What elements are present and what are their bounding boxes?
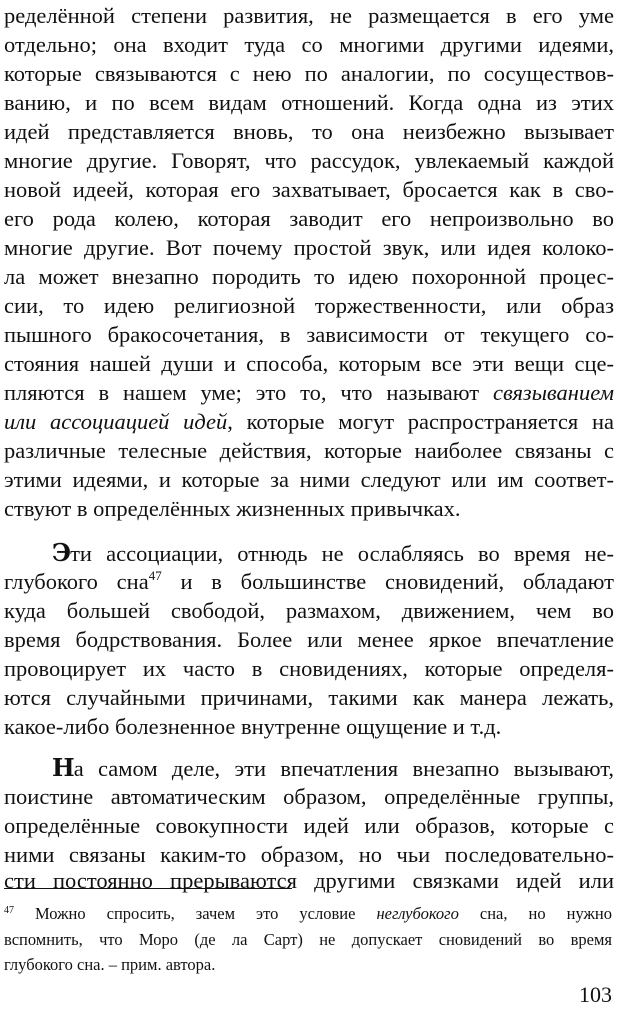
drop-initial: Э [52,538,71,567]
text-segment: Можно спросить, зачем это условие [14,904,377,923]
text-segment: глубокого сна [4,569,149,594]
text-segment: и в большинстве сновидений, обладают [161,569,614,594]
text-line: ределённой степени развития, не размещается в его уме [4,3,614,28]
text-line [4,567,614,596]
text-line: сии, то идею религиозной торжественности, или образ [4,293,614,318]
text-line: его рода колею, которая заводит его непроизвольно во [4,206,614,231]
text-line [4,407,614,436]
text-line: определённые совокупности идей или образов, которые с [4,813,614,838]
text-line: различные телесные действия, которые наиболее связаны с [4,438,614,463]
text-line: пышного бракосочетания, в зависимости от текущего со- [4,322,614,347]
text-line: многие другие. Вот почему простой звук, или идея колоко- [4,235,614,260]
text-line: время бодрствования. Более или менее яркое впечатление [4,627,614,652]
text-line: ла может внезапно породить то идею похоронной процес- [4,264,614,289]
page-number: 103 [579,982,612,1007]
italic-term: связыванием [493,380,614,405]
text-line: многие другие. Говорят, что рассудок, увлекаемый каждой [4,148,614,173]
text-line: ствуют в определённых жизненных привычках. [4,496,461,521]
text-line: отдельно; она входит туда со многими другими идеями, [4,32,614,57]
italic-term: неглубокого [376,904,459,923]
text-line: новой идеей, которая его захватывает, бросается как в сво- [4,177,614,202]
drop-initial: Н [52,753,74,782]
text-line [4,378,614,407]
text-line: сти постоянно прерываются другими связками идей или [4,868,614,893]
text-line: ванию, и по всем видам отношений. Когда одна из этих [4,90,614,115]
text-segment: сна, но нужно [458,904,612,923]
text-line: куда большей свободой, размахом, движением, чем во [4,598,614,623]
text-segment: , которые могут распространяется на [227,409,614,434]
text-line: которые связываются с нею по аналогии, по сосуществов- [4,61,614,86]
text-line: ются случайными причинами, такими как манера лежать, [4,685,614,710]
footnote-line: вспомнить, что Моро (де ла Сарт) не допускает сновидений во время [4,930,612,949]
text-line: ними связаны каким-то образом, но чьи последовательно- [4,842,614,867]
text-segment: а самом деле, эти впечатления внезапно вызывают, [73,756,614,781]
text-segment: пляются в нашем уме; это то, что называют [4,380,493,405]
text-line: провоцирует их часто в сновидениях, которые определя- [4,656,614,681]
text-line: стояния нашей души и способа, которым все эти вещи сце- [4,351,614,376]
text-line: какое-либо болезненное внутренне ощущение и т.д. [4,714,502,739]
footnote-ref: 47 [148,568,162,583]
text-line: идей представляется вновь, то она неизбежно вызывает [4,119,614,144]
footnote-line [4,902,612,926]
italic-term: или ассоциацией идей [4,409,228,434]
footnote-line: глубокого сна. – прим. автора. [4,955,216,974]
footnote-number: 47 [4,905,14,916]
footnote-divider [4,888,292,889]
text-line: этими идеями, и которые за ними следуют или им соответ- [4,467,614,492]
text-segment: ти ассоциации, отнюдь не ослабляясь во время не- [70,541,614,566]
text-line [52,538,614,567]
text-line: поистине автоматическим образом, определённые группы, [4,784,614,809]
text-line [52,753,614,782]
